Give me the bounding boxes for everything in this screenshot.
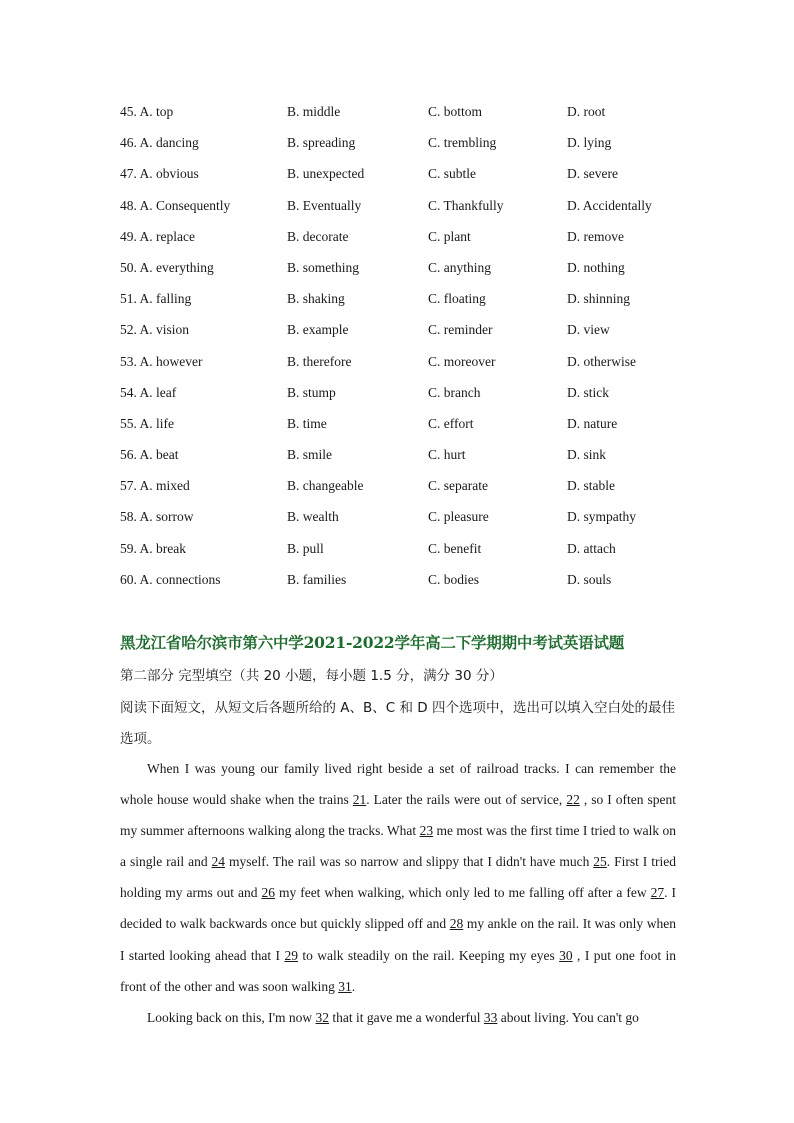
option-d: D. stick — [567, 384, 609, 400]
option-c: C. bottom — [428, 104, 483, 119]
blank-number: 27 — [650, 885, 665, 901]
option-a: 47. A. obvious — [120, 166, 199, 182]
option-a: 57. A. mixed — [120, 478, 190, 494]
passage-text: about living. You can't go — [497, 1009, 639, 1025]
option-row — [120, 258, 680, 289]
blank-number: 25 — [593, 854, 607, 870]
option-row — [120, 133, 680, 164]
section-heading: 第二部分 完型填空（共 20 小题，每小题 1.5 分，满分 30 分） — [120, 668, 503, 684]
blank-number: 22 — [566, 792, 580, 808]
option-a: 56. A. beat — [120, 447, 179, 463]
option-d: D. remove — [567, 228, 624, 244]
option-a: 59. A. break — [120, 540, 186, 556]
passage-text: , I put one foot in front of the other and was soon walking — [120, 947, 676, 994]
option-b: B. shaking — [287, 291, 345, 307]
passage-text: . First I tried holding my arms out and — [120, 854, 676, 901]
option-a: 48. A. Consequently — [120, 197, 231, 213]
option-row — [120, 476, 680, 507]
option-b: B. unexpected — [287, 166, 365, 182]
option-a: 50. A. everything — [120, 259, 214, 275]
option-row — [120, 320, 680, 351]
option-b: B. decorate — [287, 228, 349, 244]
option-b: B. stump — [287, 384, 336, 400]
passage-text: my feet when walking, which only led to me falling off after a few — [274, 885, 651, 901]
option-c: C. bodies — [428, 571, 480, 587]
instructions: 阅读下面短文，从短文后各题所给的 A、B、C 和 D 四个选项中，选出可以填入空白处的最佳选项。 — [120, 700, 675, 747]
passage-text: . I decided to walk backwards once but quickly slipped off and — [120, 885, 677, 932]
option-c: C. anything — [428, 259, 491, 275]
option-row — [120, 164, 680, 195]
passage-text: to walk steadily on the rail. Keeping my eyes — [297, 947, 560, 963]
option-row — [120, 227, 680, 258]
option-d: D. souls — [567, 571, 612, 587]
option-row — [120, 102, 680, 133]
option-d: D. lying — [567, 135, 612, 151]
passage-text: that it gave me a wonderful — [329, 1009, 484, 1025]
option-a: 53. A. however — [120, 353, 203, 369]
cloze-passage — [120, 753, 676, 1033]
blank-number: 28 — [449, 916, 464, 932]
option-c: C. moreover — [428, 353, 496, 369]
option-b: B. wealth — [287, 509, 339, 525]
option-b: B. changeable — [287, 478, 364, 494]
passage-text: . — [351, 978, 356, 994]
option-c: C. subtle — [428, 166, 477, 182]
blank-number: 33 — [483, 1009, 498, 1025]
option-c: C. branch — [428, 384, 481, 400]
option-c: C. reminder — [428, 322, 493, 338]
option-d: D. sympathy — [567, 509, 636, 525]
blank-number: 30 — [559, 947, 573, 963]
option-b: B. smile — [287, 447, 333, 463]
option-b: B. time — [287, 415, 327, 431]
option-d: D. stable — [567, 478, 615, 494]
option-b: B. pull — [287, 540, 324, 556]
passage-text: When I was young our family lived right beside a set of railroad tracks. I can remember the whole house would shake when the trains — [120, 761, 676, 808]
option-d: D. shinning — [567, 291, 631, 307]
blank-number: 29 — [284, 947, 298, 963]
passage-text: me most was the first time I tried to walk on a single rail and — [120, 823, 676, 870]
options-table — [120, 102, 680, 601]
option-row — [120, 196, 680, 227]
option-a: 60. A. connections — [120, 571, 221, 587]
option-row — [120, 570, 680, 601]
option-row — [120, 507, 680, 538]
blank-number: 26 — [261, 885, 275, 901]
option-a: 45. A. top — [120, 104, 174, 119]
option-c: C. hurt — [428, 447, 466, 463]
blank-number: 31 — [338, 978, 352, 994]
option-row — [120, 445, 680, 476]
option-b: B. middle — [287, 104, 341, 119]
option-b: B. spreading — [287, 135, 356, 151]
option-a: 54. A. leaf — [120, 384, 177, 400]
passage-text: myself. The rail was so narrow and slippy that I didn't have much — [225, 854, 594, 870]
option-b: B. families — [287, 571, 347, 587]
option-b: B. Eventually — [287, 197, 362, 213]
option-a: 55. A. life — [120, 415, 174, 431]
option-c: C. pleasure — [428, 509, 489, 525]
option-c: C. effort — [428, 415, 474, 431]
option-b: B. something — [287, 259, 360, 275]
option-b: B. therefore — [287, 353, 352, 369]
option-c: C. trembling — [428, 135, 497, 151]
passage-text: my ankle on the rail. It was only when I started looking ahead that I — [120, 916, 676, 963]
option-row — [120, 352, 680, 383]
option-c: C. Thankfully — [428, 197, 504, 213]
option-c: C. plant — [428, 228, 471, 244]
option-d: D. attach — [567, 540, 616, 556]
passage-text: . Later the rails were out of service, — [366, 792, 567, 808]
blank-number: 23 — [419, 823, 434, 839]
option-c: C. benefit — [428, 540, 482, 556]
option-c: C. separate — [428, 478, 488, 494]
option-row — [120, 414, 680, 445]
passage-paragraph — [120, 753, 676, 1002]
option-a: 51. A. falling — [120, 291, 192, 307]
blank-number: 21 — [352, 792, 367, 808]
option-d: D. nothing — [567, 259, 625, 275]
option-row — [120, 539, 680, 570]
option-c: C. floating — [428, 291, 486, 307]
option-d: D. severe — [567, 166, 618, 182]
option-d: D. view — [567, 322, 610, 338]
option-a: 49. A. replace — [120, 228, 195, 244]
passage-text: , so I often spent my summer afternoons walking along the tracks. What — [120, 792, 677, 839]
blank-number: 24 — [211, 854, 226, 870]
option-d: D. otherwise — [567, 353, 636, 369]
option-d: D. nature — [567, 415, 618, 431]
blank-number: 32 — [315, 1009, 330, 1025]
option-d: D. sink — [567, 447, 607, 463]
option-a: 46. A. dancing — [120, 135, 199, 151]
passage-text: Looking back on this, I'm now — [147, 1009, 316, 1025]
option-d: D. root — [567, 104, 606, 119]
option-a: 58. A. sorrow — [120, 509, 194, 525]
option-d: D. Accidentally — [567, 197, 652, 213]
option-row — [120, 383, 680, 414]
option-b: B. example — [287, 322, 349, 338]
option-row — [120, 289, 680, 320]
option-a: 52. A. vision — [120, 322, 190, 338]
passage-paragraph — [120, 1002, 676, 1033]
exam-title: 黑龙江省哈尔滨市第六中学2021-2022学年高二下学期期中考试英语试题 — [120, 633, 625, 652]
